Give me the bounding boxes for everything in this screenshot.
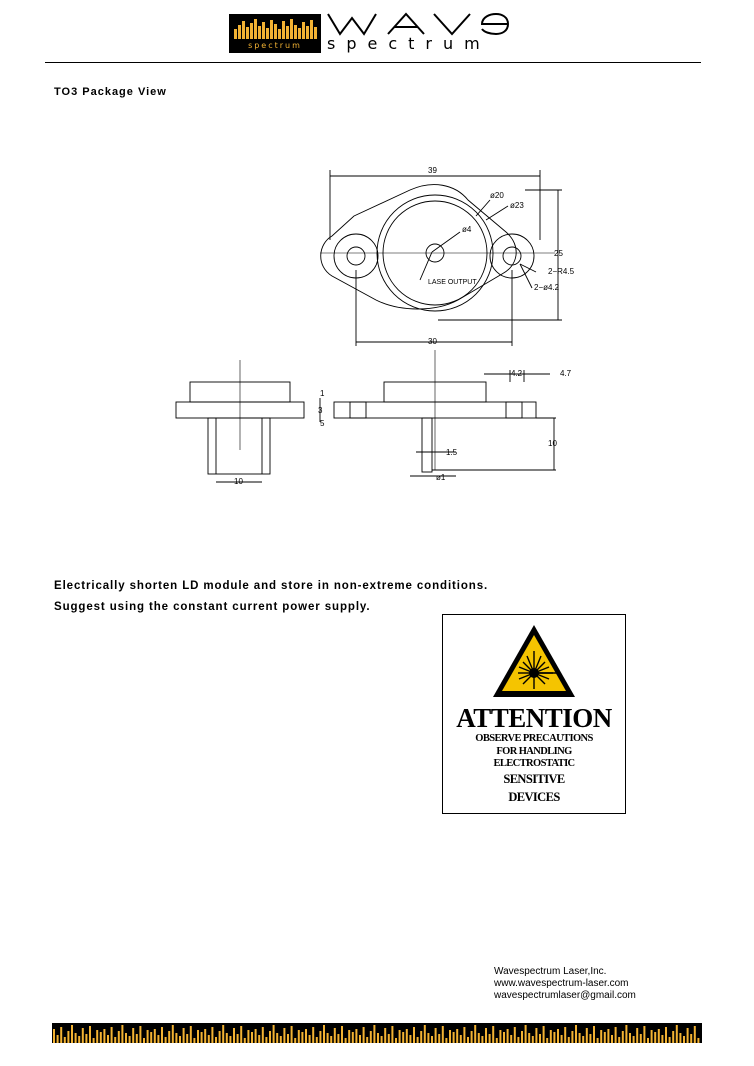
dim-height: 25 [554,249,563,258]
contact-website[interactable]: www.wavespectrum-laser.com [494,978,629,989]
dim-thick-5: 5 [320,419,325,428]
warning-title: ATTENTION [456,703,612,733]
side-view-right-pin [422,418,432,472]
section-title: TO3 Package View [54,86,167,98]
note-line-2: Suggest using the constant current power supply. [54,601,371,613]
dim-radius: 2−R4.5 [548,267,575,276]
dim-flange-h: 4.7 [560,369,572,378]
warning-line-2: FOR HANDLING [496,746,572,757]
dim-thick-3: 3 [318,406,323,415]
side-view-left-pins [208,418,270,474]
dim-dia-inner: ø4 [462,225,472,234]
wave-bars-logo-icon [233,17,317,39]
top-view-left-hole [347,247,365,265]
dim-dia-outer2: ø23 [510,201,524,210]
dim-pin-len: 10 [548,439,557,448]
dim-flange-w: 4.2 [511,369,523,378]
laser-hazard-icon [491,623,577,699]
warning-line-4: SENSITIVE [503,772,565,786]
dim-thick-1: 1 [320,389,325,398]
warning-line-3: ELECTROSTATIC [493,758,575,769]
dim-dia-outer: ø20 [490,191,504,200]
footer-wave-bars-icon [52,1023,702,1043]
page-header [0,0,754,64]
brand-wordmark: spectrum [327,34,491,53]
laser-output-label: LASE OUTPUT [428,279,477,286]
esd-warning-box [442,614,626,814]
dim-pin-space: 10 [234,477,243,486]
contact-company: Wavespectrum Laser,Inc. [494,966,607,977]
dim-hole: 2−ø4.2 [534,283,560,292]
warning-line-1: OBSERVE PRECAUTIONS [475,733,593,744]
logo-subtext: spectrum [248,41,302,50]
note-line-1: Electrically shorten LD module and store in non-extreme conditions. [54,580,489,592]
top-view-right-hole [503,247,521,265]
warning-line-5: DEVICES [508,790,560,804]
header-divider [45,62,701,63]
dim-pin-off: 1.5 [446,448,458,457]
dim-pin-dia: ø1 [436,473,446,482]
to3-package-drawing [170,160,590,495]
dim-width: 39 [428,166,437,175]
dim-center-dist: 30 [428,337,437,346]
contact-email[interactable]: wavespectrumlaser@gmail.com [494,990,636,1001]
company-logo [229,14,321,53]
